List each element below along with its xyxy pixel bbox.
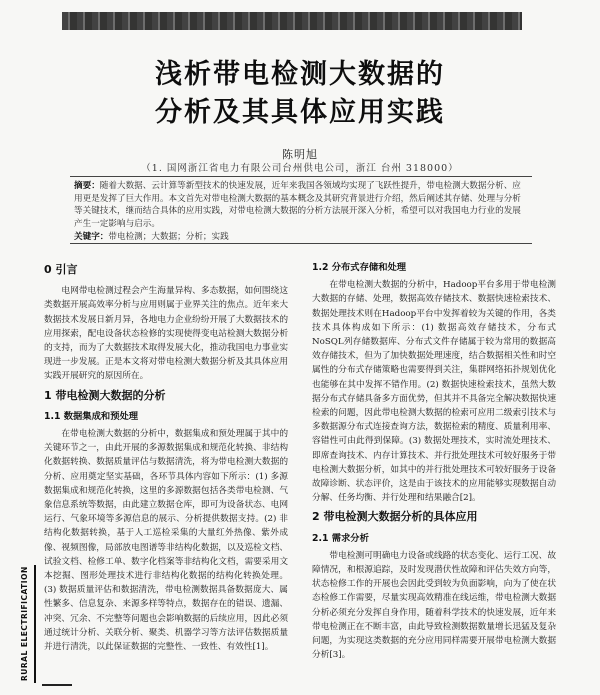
corner-mark xyxy=(42,684,72,686)
section-2-heading: 2 带电检测大数据分析的具体应用 xyxy=(312,510,478,524)
paper-title-line-2: 分析及其具体应用实践 xyxy=(155,97,445,128)
keywords-line xyxy=(74,231,528,244)
section-1-heading: 1 带电检测大数据的分析 xyxy=(44,388,166,402)
keywords-text: 带电检测；大数据；分析；实践 xyxy=(108,232,229,242)
section-2-1-heading: 2.1 需求分析 xyxy=(312,532,369,544)
section-1-2-paragraph: 在带电检测大数据的分析中，Hadoop平台多用于带电检测大数据的存储、处理，数据高效存储技术、数据快速检索技术、数据处理技术则在Hadoop平台中发挥着较为关键的作用，各类技术具体构成如下所示：(1) 数据高效存储技术，分布式NoSQL列存储数据库、分布式文件存储属于较为常用的数据高效存储技术，但为了加快数据处理速度，结合数据相关性和时空属性的分布式存储策略也需要得到关注，集群网络拓扑规划优化也能够在其中发挥不错作用。(2) 数据快速检索技术，虽然大数据分布式存储具备多方面优势，但其并不具备完全解决数据快速检索的问题，因此带电检测大数据的检索可应用二级索引技术与多数据源分布式连接查询方法，数据检索的精度、质量利用率、容错性可由此得到保障。(3) 数据处理技术，实时流处理技术、即席查询技术、内存计算技术、并行批处理技术可较好服务于带电检测大数据分析，如其中的并行批处理技术可较好服务于设备故障诊断、状态评价，这是由于该技术的应用能够实现数据自动分解、任务均衡、并行处理和结果融合[2]。 xyxy=(312,280,556,504)
section-2-1-paragraph: 带电检测可明确电力设备或线路的状态变化、运行工况、故障情况，和根源追踪，及时发现潜伏性故障和评估失效方向等，状态检修工作的开展也会因此受到较为负面影响，向为了使在状态检修工作需要，尽量实现高效精准在线运维，带电检测大数据分析必须充分发挥自身作用，随着科学技术的快速发展，近年来带电检测正在不断丰富，由此导致检测数据数量增长迅猛及复杂问题，为实现这类数据的充分应用同样需要开展带电检测大数据分析[3]。 xyxy=(312,550,556,661)
right-column xyxy=(312,258,556,662)
journal-header-bar xyxy=(62,12,522,30)
section-1-1-heading: 1.1 数据集成和预处理 xyxy=(44,410,139,422)
left-column xyxy=(44,258,288,654)
section-0-heading: 0 引言 xyxy=(44,263,78,276)
section-0-paragraph: 电网带电检测过程会产生海量异构、多态数据，如何围绕这类数据开展高效率分析与应用则属于业界关注的焦点。近年来大数据技术发展日新月异，各地电力企业纷纷开展了大数据技术的应用探索，配电设备状态检修的实现使得变电站检测大数据分析的支持，而为了大数据技术取得发展大化，推动我国电力事业实现进一步发展。正是本文将对带电检测大数据分析及其具体应用实践开展研究的原因所在。 xyxy=(44,286,288,382)
section-1-2-heading: 1.2 分布式存储和处理 xyxy=(312,262,407,273)
keywords-label: 关键字： xyxy=(74,232,109,242)
author-name: 陈明旭 xyxy=(282,148,318,161)
abstract-block xyxy=(70,176,532,244)
abstract-label: 摘要： xyxy=(74,181,100,191)
author-affiliation: （1. 国网浙江省电力有限公司台州供电公司，浙江 台州 318000） xyxy=(141,163,459,174)
journal-side-label: RURAL ELECTRIFICATION xyxy=(20,565,36,683)
paper-title-line-1: 浅析带电检测大数据的 xyxy=(155,59,445,90)
abstract-text: 随着大数据、云计算等新型技术的快速发展，近年来我国各领域均实现了飞跃性提升，带电检测大数据分析、应用更是发挥了巨大作用。本文首先对带电检测大数据的基本概念及其研究背景进行介绍，然后阐述其存储、处理与分析等关键技术，继而结合具体的应用实践，对带电检测大数据的分析方法展开深入分析，希望可以对我国电力行业的发展产生一定影响与启示。 xyxy=(74,181,521,229)
section-1-1-paragraph: 在带电检测大数据的分析中，数据集成和预处理属于其中的关键环节之一，由此开展的多源数据集成和规范化转换、非结构化数据转换、数据质量评估与数据清洗，将为带电检测大数据的分析、应用奠定坚实基础，各环节具体内容如下所示：(1) 多源数据集成和规范化转换，这里的多源数据包括各类带电检测、气象信息系统等数据，由此建立数据仓库，即可为设备状态、电网运行、气象环境等多源信息的展示、分析提供数据支持。(2) 非结构化数据转换，基于人工巡检采集的大量红外热像、紫外成像、视频图像，局部放电图谱等非结构化数据，以及巡检文档、试验文档、检修工单、数字化档案等非结构化文档，需要采用文本挖掘、图形处理技术进行非结构化数据的结构化转换处理。(3) 数据质量评估和数据清洗，带电检测数据具备数据庞大、属性繁多、信息复杂、来源多样等特点，数据存在的错误、遗漏、冲突、冗余、不完整等问题也会影响数据的后续应用，因此必须通过统计分析、关联分析、聚类、机器学习等方法评估数据质量并进行清洗，以此保证数据的完整性、一致性、有效性[1]。 xyxy=(44,429,288,653)
